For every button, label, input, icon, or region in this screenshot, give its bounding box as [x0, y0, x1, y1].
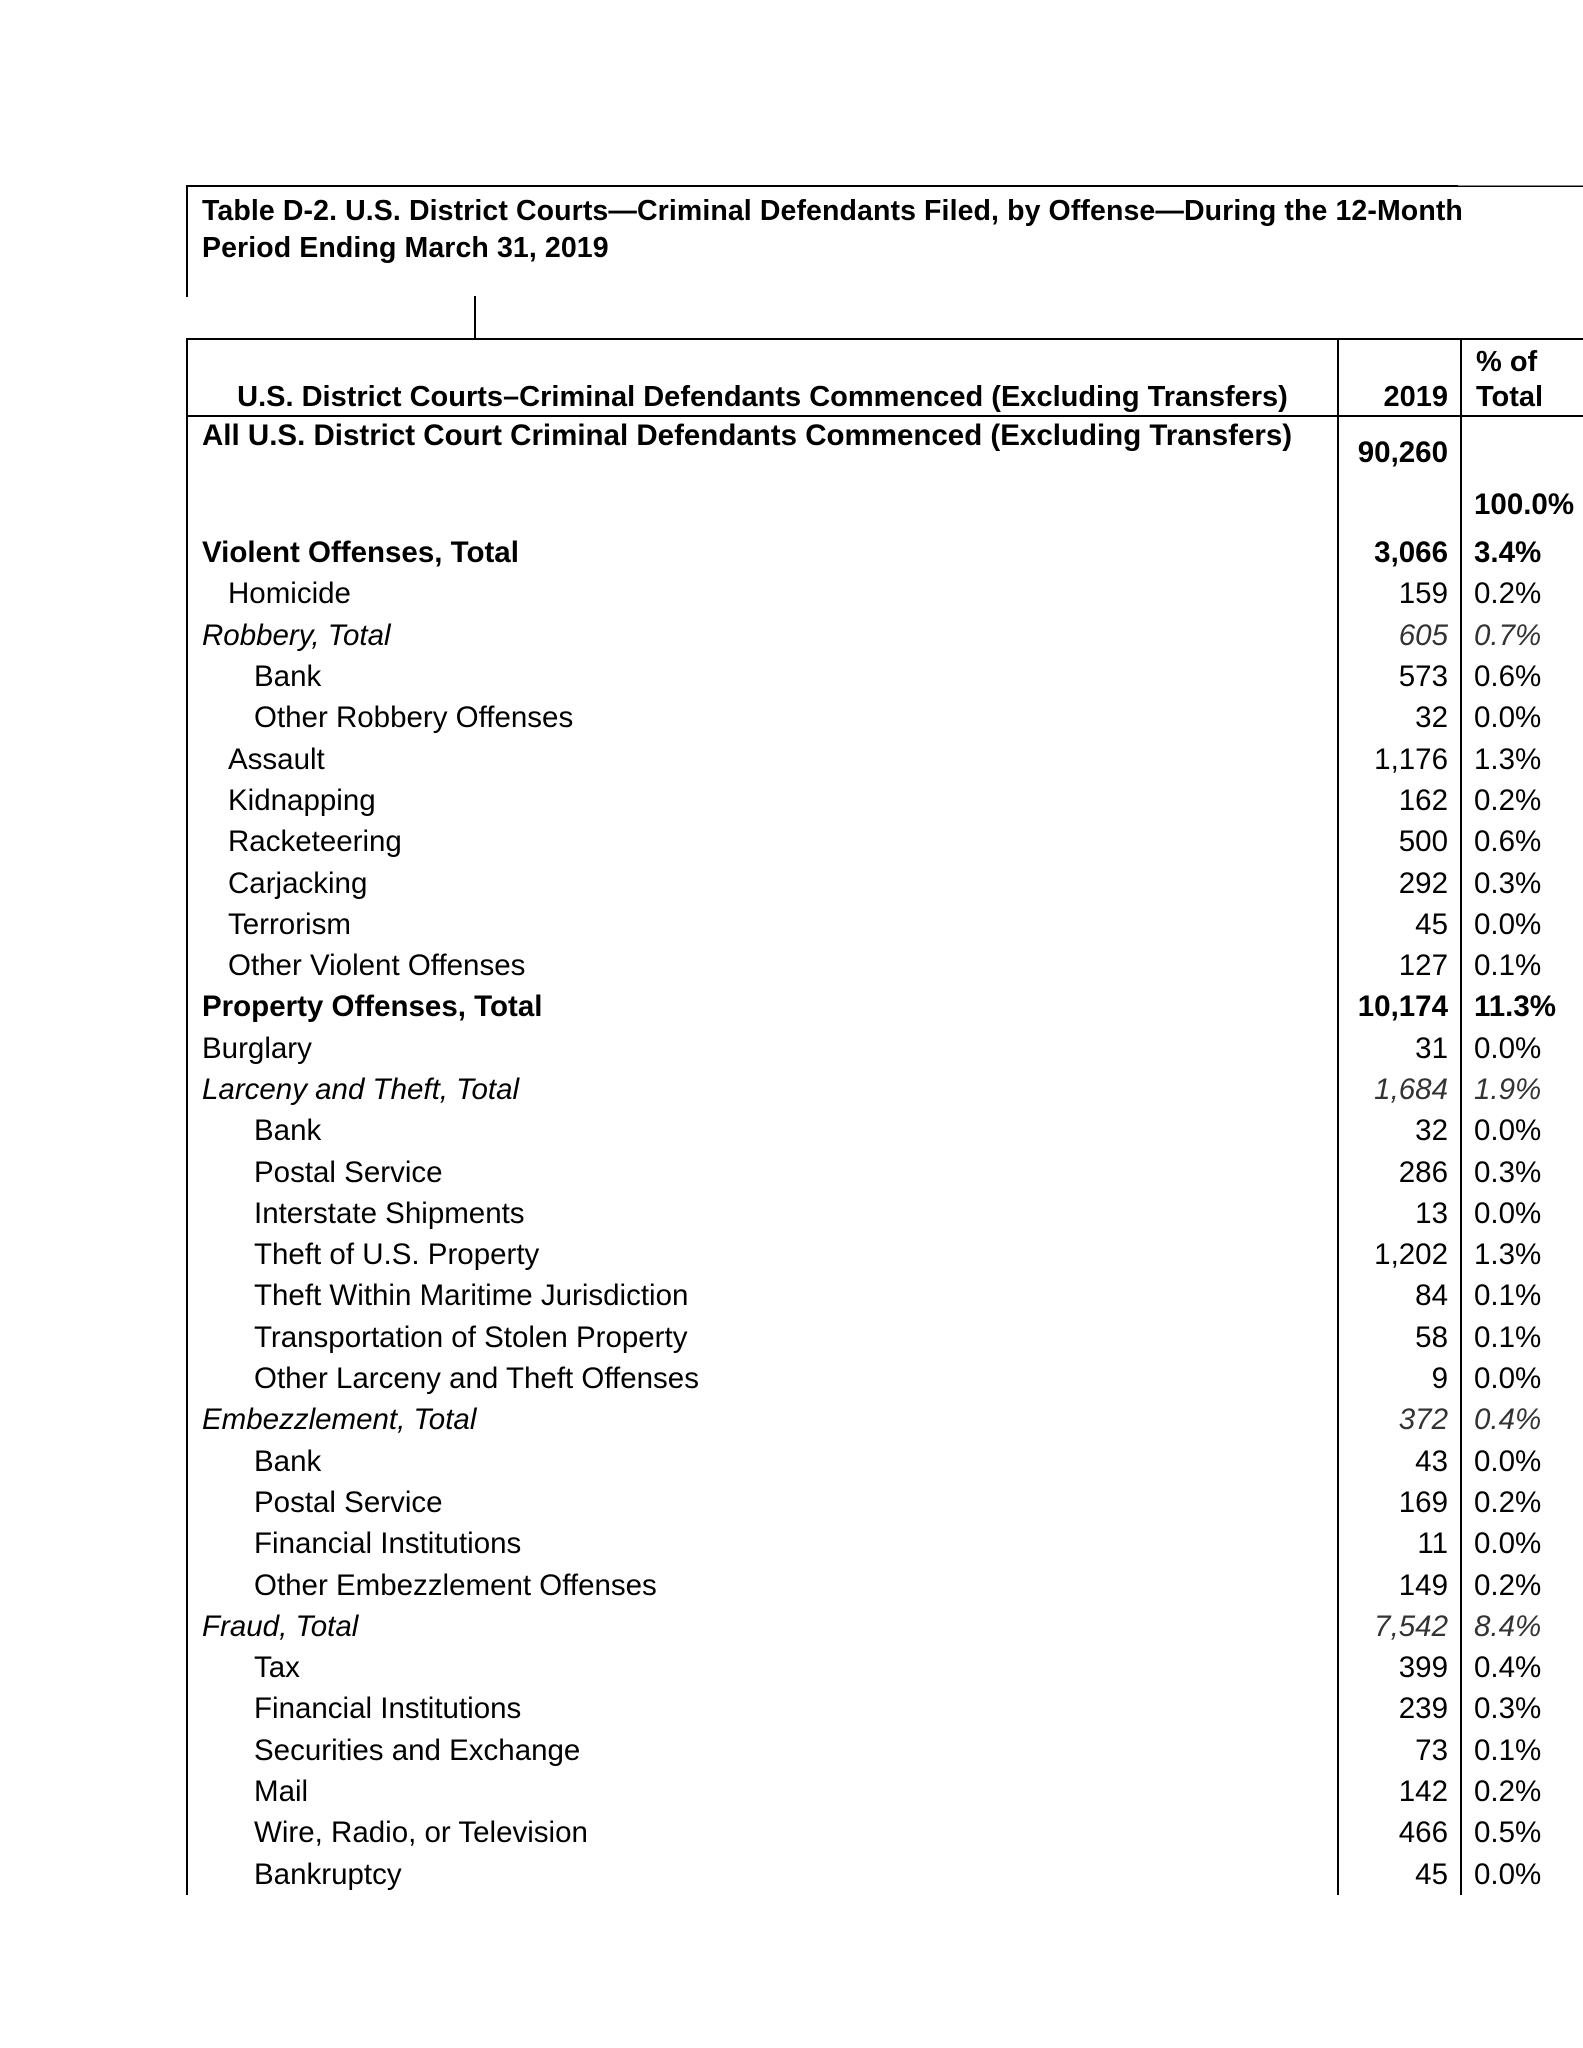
row-label: Bank	[187, 1110, 1338, 1151]
row-label: Burglary	[187, 1028, 1338, 1069]
row-count: 31	[1338, 1028, 1461, 1069]
row-count: 605	[1338, 615, 1461, 656]
title-frame	[186, 185, 1583, 297]
header-year: 2019	[1338, 339, 1461, 416]
table-row	[187, 1688, 1583, 1729]
table-row	[187, 1358, 1583, 1399]
row-percent: 0.3%	[1474, 1155, 1542, 1189]
row-label: Kidnapping	[187, 780, 1338, 821]
row-percent: 1.3%	[1474, 1238, 1542, 1272]
header-percent: % of Total	[1461, 339, 1583, 416]
title-rule-extension	[1458, 185, 1583, 186]
row-percent: 1.3%	[1474, 742, 1542, 776]
row-percent: 0.0%	[1474, 907, 1542, 941]
table-row	[187, 532, 1583, 573]
row-percent: 3.4%	[1474, 536, 1542, 570]
row-percent: 0.0%	[1474, 1196, 1542, 1230]
row-count: 13	[1338, 1193, 1461, 1234]
row-percent: 100.0%	[1474, 488, 1575, 521]
row-percent: 0.7%	[1474, 618, 1542, 652]
row-label: Financial Institutions	[187, 1688, 1338, 1729]
row-count: 149	[1338, 1564, 1461, 1605]
table-row	[187, 986, 1583, 1027]
table-row	[187, 1441, 1583, 1482]
row-count: 32	[1338, 1110, 1461, 1151]
row-label: Wire, Radio, or Television	[187, 1812, 1338, 1853]
row-label: Theft Within Maritime Jurisdiction	[187, 1275, 1338, 1316]
table-row	[187, 1193, 1583, 1234]
row-percent: 0.0%	[1474, 1362, 1542, 1396]
row-label: Interstate Shipments	[187, 1193, 1338, 1234]
row-count: 1,202	[1338, 1234, 1461, 1275]
row-percent: 0.6%	[1474, 660, 1542, 694]
row-count: 43	[1338, 1441, 1461, 1482]
row-count: 1,176	[1338, 738, 1461, 779]
row-label: Terrorism	[187, 904, 1338, 945]
table-row	[187, 821, 1583, 862]
row-label: Racketeering	[187, 821, 1338, 862]
row-percent: 0.4%	[1474, 1403, 1542, 1437]
table-row	[187, 697, 1583, 738]
table-row	[187, 1151, 1583, 1192]
row-label: Fraud, Total	[187, 1606, 1338, 1647]
row-percent: 0.0%	[1474, 1444, 1542, 1478]
table-row	[187, 1564, 1583, 1605]
table-row	[187, 1854, 1583, 1895]
table-header-row	[187, 339, 1583, 416]
table-row	[187, 1028, 1583, 1069]
row-label: Theft of U.S. Property	[187, 1234, 1338, 1275]
row-label: Postal Service	[187, 1482, 1338, 1523]
row-label: Other Robbery Offenses	[187, 697, 1338, 738]
table-body	[187, 416, 1583, 1895]
row-count: 573	[1338, 656, 1461, 697]
table-row	[187, 1523, 1583, 1564]
row-count: 10,174	[1338, 986, 1461, 1027]
table-row	[187, 780, 1583, 821]
row-label: Violent Offenses, Total	[187, 532, 1338, 573]
table-row	[187, 1771, 1583, 1812]
row-label: Robbery, Total	[187, 615, 1338, 656]
row-count: 399	[1338, 1647, 1461, 1688]
row-label: Other Violent Offenses	[187, 945, 1338, 986]
row-percent: 0.1%	[1474, 1279, 1542, 1313]
row-count: 9	[1338, 1358, 1461, 1399]
table-row	[187, 1275, 1583, 1316]
row-label: Other Larceny and Theft Offenses	[187, 1358, 1338, 1399]
row-count: 32	[1338, 697, 1461, 738]
row-count: 1,684	[1338, 1069, 1461, 1110]
row-percent: 0.0%	[1474, 1527, 1542, 1561]
row-count: 372	[1338, 1399, 1461, 1440]
row-label: Embezzlement, Total	[187, 1399, 1338, 1440]
row-count: 3,066	[1338, 532, 1461, 573]
row-label: Other Embezzlement Offenses	[187, 1564, 1338, 1605]
row-percent: 8.4%	[1474, 1609, 1542, 1643]
table-row	[187, 1812, 1583, 1853]
table-row	[187, 945, 1583, 986]
row-count: 11	[1338, 1523, 1461, 1564]
table-row	[187, 1317, 1583, 1358]
row-percent: 0.2%	[1474, 783, 1542, 817]
row-label: Assault	[187, 738, 1338, 779]
row-percent: 0.2%	[1474, 1485, 1542, 1519]
row-percent: 0.0%	[1474, 1031, 1542, 1065]
row-count: 7,542	[1338, 1606, 1461, 1647]
table-row	[187, 904, 1583, 945]
table-row	[187, 656, 1583, 697]
row-count: 239	[1338, 1688, 1461, 1729]
row-count: 169	[1338, 1482, 1461, 1523]
row-count: 159	[1338, 573, 1461, 614]
row-percent: 0.2%	[1474, 1568, 1542, 1602]
row-count: 45	[1338, 904, 1461, 945]
table-row	[187, 1606, 1583, 1647]
row-count: 142	[1338, 1771, 1461, 1812]
offense-table	[186, 338, 1583, 1895]
row-count: 466	[1338, 1812, 1461, 1853]
row-count: 286	[1338, 1151, 1461, 1192]
row-percent: 0.5%	[1474, 1816, 1542, 1850]
row-label: Transportation of Stolen Property	[187, 1317, 1338, 1358]
table-row	[187, 1234, 1583, 1275]
row-percent: 0.3%	[1474, 866, 1542, 900]
row-label: Financial Institutions	[187, 1523, 1338, 1564]
row-label: Property Offenses, Total	[187, 986, 1338, 1027]
row-label: Mail	[187, 1771, 1338, 1812]
row-percent: 0.2%	[1474, 577, 1542, 611]
page-title: Table D-2. U.S. District Courts—Criminal Defendants Filed, by Offense—During the 12-Month Period Ending March 31, 2019	[202, 195, 1463, 264]
row-label: Bank	[187, 1441, 1338, 1482]
row-count: 127	[1338, 945, 1461, 986]
row-percent: 11.3%	[1474, 990, 1557, 1024]
row-percent: 0.0%	[1474, 1114, 1542, 1148]
row-count: 162	[1338, 780, 1461, 821]
table-row	[187, 1482, 1583, 1523]
row-count: 84	[1338, 1275, 1461, 1316]
row-label: Bank	[187, 656, 1338, 697]
row-label: Homicide	[187, 573, 1338, 614]
row-label: Securities and Exchange	[187, 1730, 1338, 1771]
table-row	[187, 1730, 1583, 1771]
row-count: 500	[1338, 821, 1461, 862]
table-row	[187, 1399, 1583, 1440]
row-percent: 0.1%	[1474, 1733, 1542, 1767]
row-percent: 0.1%	[1474, 1320, 1542, 1354]
table-row	[187, 1110, 1583, 1151]
row-count: 292	[1338, 862, 1461, 903]
row-percent: 0.3%	[1474, 1692, 1542, 1726]
header-category: U.S. District Courts–Criminal Defendants Commenced (Excluding Transfers)	[187, 339, 1338, 416]
row-percent: 0.2%	[1474, 1775, 1542, 1809]
divider-tick	[474, 296, 476, 339]
row-count: 90,260	[1338, 416, 1461, 532]
table-row	[187, 615, 1583, 656]
table-row	[187, 862, 1583, 903]
row-count: 73	[1338, 1730, 1461, 1771]
table-row	[187, 573, 1583, 614]
row-percent: 0.0%	[1474, 1857, 1542, 1891]
row-percent: 0.0%	[1474, 701, 1542, 735]
row-count: 58	[1338, 1317, 1461, 1358]
table-row	[187, 416, 1583, 532]
row-percent: 0.6%	[1474, 825, 1542, 859]
row-label: Bankruptcy	[187, 1854, 1338, 1895]
row-label: Larceny and Theft, Total	[187, 1069, 1338, 1110]
table-row	[187, 738, 1583, 779]
row-count: 45	[1338, 1854, 1461, 1895]
row-percent: 0.4%	[1474, 1651, 1542, 1685]
table-row	[187, 1647, 1583, 1688]
row-label: Carjacking	[187, 862, 1338, 903]
row-label: Tax	[187, 1647, 1338, 1688]
row-percent: 1.9%	[1474, 1073, 1542, 1106]
row-label: Postal Service	[187, 1151, 1338, 1192]
row-label: All U.S. District Court Criminal Defendants Commenced (Excluding Transfers)	[187, 416, 1338, 532]
table-row	[187, 1069, 1583, 1110]
row-percent: 0.1%	[1474, 949, 1542, 983]
